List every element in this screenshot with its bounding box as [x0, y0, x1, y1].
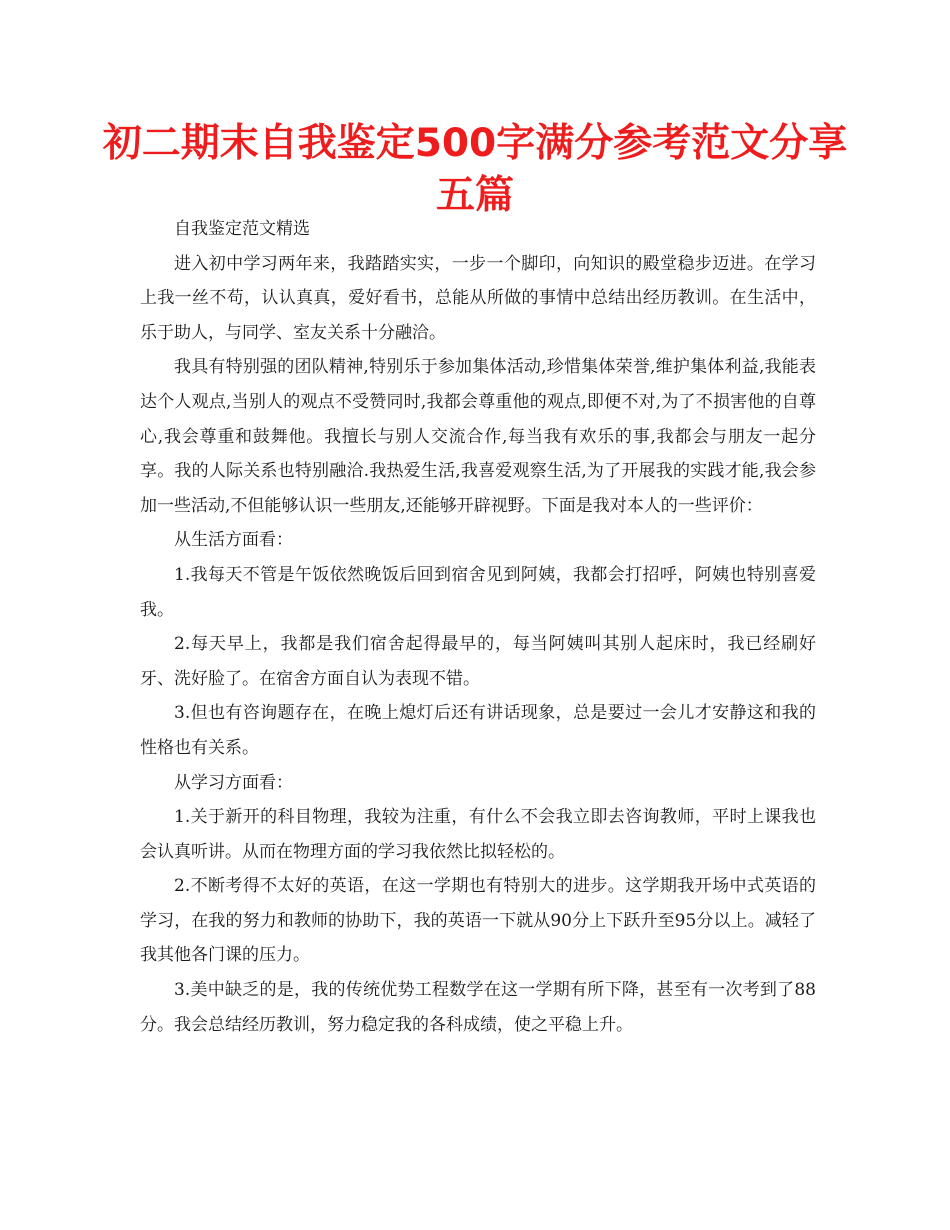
body-paragraph: 进入初中学习两年来，我踏踏实实，一步一个脚印，向知识的殿堂稳步迈进。在学习上我一丝不苟，认认真真，爱好看书，总能从所做的事情中总结出经历教训。在生活中，乐于助人，与同学、室友关系十分融洽。 [140, 253, 816, 343]
subsection-heading: 从生活方面看： [174, 530, 293, 551]
document-title: 初二期末自我鉴定500字满分参考范文分享五篇 [102, 121, 848, 218]
list-item: 3.美中缺乏的是，我的传统优势工程数学在这一学期有所下降，甚至有一次考到了88分。我会总结经历教训，努力稳定我的各科成绩，使之平稳上升。 [140, 980, 816, 1035]
list-item: 1.关于新开的科目物理，我较为注重，有什么不会我立即去咨询教师，平时上课我也会认真听讲。从而在物理方面的学习我依然比拟轻松的。 [140, 807, 816, 862]
subsection-heading: 从学习方面看： [174, 772, 293, 793]
document-body [140, 212, 816, 1042]
list-item: 1.我每天不管是午饭依然晚饭后回到宿舍见到阿姨，我都会打招呼，阿姨也特别喜爱我。 [140, 564, 816, 620]
body-paragraph: 我具有特别强的团队精神,特别乐于参加集体活动,珍惜集体荣誉,维护集体利益,我能表达个人观点,当别人的观点不受赞同时,我都会尊重他的观点,即便不对,为了不损害他的自尊心,我会尊重和鼓舞他。我擅长与别人交流合作,每当我有欢乐的事,我都会与朋友一起分享。我的人际关系也特别融洽.我热爱生活,我喜爱观察生活,为了开展我的实践才能,我会参加一些活动,不但能够认识一些朋友,还能够开辟视野。下面是我对本人的一些评价： [140, 357, 816, 516]
list-item: 2.不断考得不太好的英语，在这一学期也有特别大的进步。这学期我开场中式英语的学习，在我的努力和教师的协助下，我的英语一下就从90分上下跃升至95分以上。减轻了我其他各门课的压力。 [140, 876, 816, 966]
section-heading: 自我鉴定范文精选 [174, 219, 310, 239]
list-item: 2.每天早上，我都是我们宿舍起得最早的，每当阿姨叫其别人起床时，我已经刷好牙、洗好脸了。在宿舍方面自认为表现不错。 [140, 634, 816, 689]
list-item: 3.但也有咨询题存在，在晚上熄灯后还有讲话现象，总是要过一会儿才安静这和我的性格也有关系。 [140, 703, 816, 758]
